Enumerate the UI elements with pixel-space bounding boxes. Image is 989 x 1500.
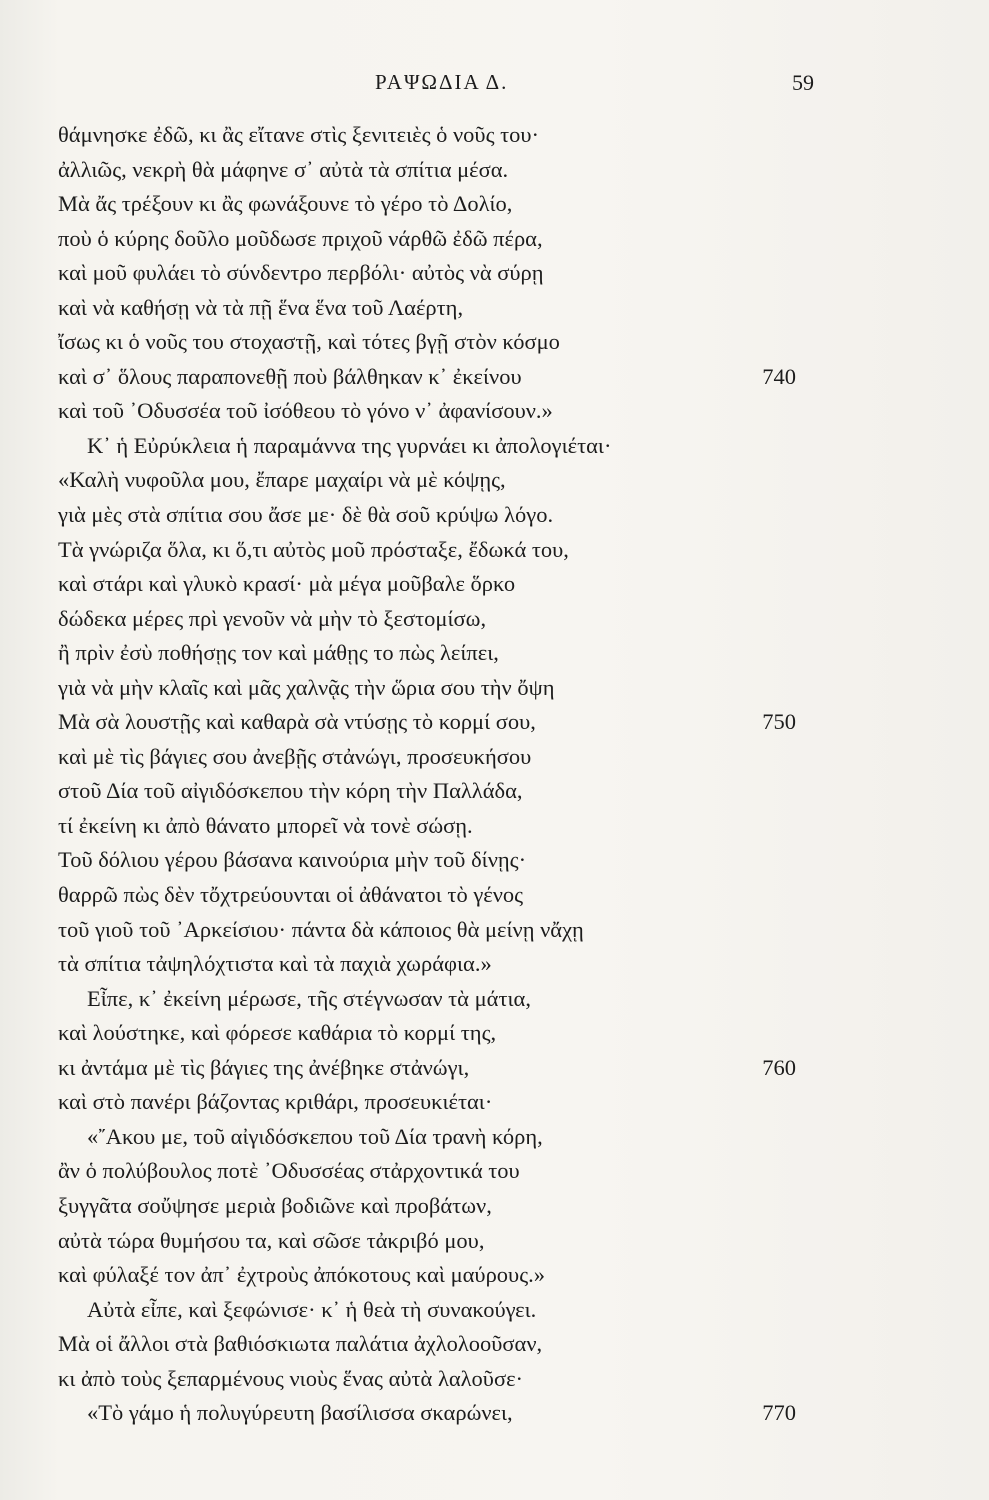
verse-text: Τοῦ δόλιου γέρου βάσανα καινούρια μὴν τοῦ δίνῃς·: [58, 847, 527, 873]
verse-line: [0, 1189, 989, 1224]
verse-line: [0, 705, 989, 740]
verse-text: Κ᾿ ἡ Εὐρύκλεια ἡ παραμάννα της γυρνάει κι ἀπολογιέται·: [87, 432, 612, 458]
verse-line: [0, 671, 989, 706]
verse-text: καὶ σ᾿ ὅλους παραπονεθῇ ποὺ βάλθηκαν κ᾿ ἐκείνου: [58, 363, 522, 389]
verse-line: [0, 291, 989, 326]
verse-text: ξυγγᾶτα σοὔψησε μεριὰ βοδιῶνε καὶ προβάτων,: [58, 1192, 492, 1218]
page-header: [0, 70, 989, 104]
verse-line: [0, 1085, 989, 1120]
verse-line: [0, 498, 989, 533]
page-number: 59: [792, 70, 814, 95]
verse-text: καὶ στὸ πανέρι βάζοντας κριθάρι, προσευκιέται·: [58, 1089, 493, 1115]
verse-text: καὶ στάρι καὶ γλυκὸ κρασί· μὰ μέγα μοῦβαλε ὅρκο: [58, 571, 516, 597]
verse-line: [0, 982, 989, 1017]
verse-line: [0, 636, 989, 671]
verse-line: [0, 429, 989, 464]
verse-line: [0, 360, 989, 395]
verse-text: θάμνησκε ἐδῶ, κι ἂς εἴτανε στὶς ξενιτειὲς ὁ νοῦς του·: [58, 122, 540, 147]
verse-text: ἴσως κι ὁ νοῦς του στοχαστῇ, καὶ τότες βγῇ στὸν κόσμο: [58, 329, 560, 355]
verse-text: τοῦ γιοῦ τοῦ ᾿Αρκείσιου· πάντα δὰ κάποιος θὰ μείνῃ νἄχῃ: [58, 916, 584, 942]
verse-text: γιὰ μὲς στὰ σπίτια σου ἄσε με· δὲ θὰ σοῦ κρύψω λόγο.: [58, 502, 554, 528]
verse-line: [0, 1258, 989, 1293]
verse-line: [0, 843, 989, 878]
verse-line: [0, 809, 989, 844]
verse-text: Αὐτὰ εἶπε, καὶ ξεφώνισε· κ᾿ ἡ θεὰ τὴ συνακούγει.: [87, 1296, 537, 1322]
verse-text: καὶ λούστηκε, καὶ φόρεσε καθάρια τὸ κορμί της,: [58, 1020, 497, 1046]
verse-text: θαρρῶ πὼς δὲν τὄχτρεύουνται οἱ ἀθάνατοι τὸ γένος: [58, 882, 524, 908]
verse-text: ἢ πρὶν ἐσὺ ποθήσῃς τον καὶ μάθῃς το πὼς λείπει,: [58, 640, 499, 666]
verse-text: τί ἐκείνη κι ἀπὸ θάνατο μπορεῖ νὰ τονὲ σώσῃ.: [58, 812, 473, 838]
verse-line: [0, 256, 989, 291]
verse-line: [0, 1120, 989, 1155]
verse-block: [0, 118, 989, 1431]
verse-line: [0, 602, 989, 637]
verse-text: καὶ μὲ τὶς βάγιες σου ἀνεβῇς στἀνώγι, προσευκήσου: [58, 743, 532, 769]
verse-line: [0, 1051, 989, 1086]
verse-text: κι ἀπὸ τοὺς ξεπαρμένους νιοὺς ἕνας αὐτὰ λαλοῦσε·: [58, 1365, 524, 1391]
verse-line: [0, 187, 989, 222]
verse-text: Εἶπε, κ᾿ ἐκείνη μέρωσε, τῆς στέγνωσαν τὰ μάτια,: [87, 985, 531, 1011]
verse-text: Μὰ ἄς τρέξουν κι ἂς φωνάξουνε τὸ γέρο τὸ Δολίο,: [58, 191, 513, 217]
running-head: ΡΑΨΩΔΙΑ Δ.: [375, 70, 509, 94]
verse-text: Μὰ οἱ ἄλλοι στὰ βαθιόσκιωτα παλάτια ἀχλολοοῦσαν,: [58, 1331, 543, 1357]
verse-text: καὶ φύλαξέ τον ἀπ᾿ ἐχτροὺς ἀπόκοτους καὶ μαύρους.»: [58, 1262, 545, 1288]
verse-text: δώδεκα μέρες πρὶ γενοῦν νὰ μὴν τὸ ξεστομίσω,: [58, 605, 487, 631]
line-number: 740: [762, 363, 796, 389]
line-number: 750: [762, 709, 796, 735]
verse-line: [0, 1224, 989, 1259]
verse-line: [0, 774, 989, 809]
verse-text: καὶ μοῦ φυλάει τὸ σύνδεντρο περβόλι· αὐτὸς νὰ σύρῃ: [58, 260, 544, 286]
verse-line: [0, 118, 989, 153]
verse-line: [0, 878, 989, 913]
verse-line: [0, 913, 989, 948]
verse-line: [0, 1293, 989, 1328]
verse-line: [0, 533, 989, 568]
line-number: 760: [762, 1054, 796, 1080]
verse-text: «῎Ακου με, τοῦ αἰγιδόσκεπου τοῦ Δία τρανὴ κόρη,: [87, 1123, 543, 1149]
verse-line: [0, 1016, 989, 1051]
verse-text: καὶ νὰ καθήσῃ νὰ τὰ πῇ ἕνα ἕνα τοῦ Λαέρτη,: [58, 294, 464, 320]
verse-text: «Τὸ γάμο ἡ πολυγύρευτη βασίλισσα σκαρώνει,: [87, 1400, 513, 1426]
verse-line: [0, 1154, 989, 1189]
verse-line: [0, 567, 989, 602]
verse-text: Μὰ σὰ λουστῇς καὶ καθαρὰ σὰ ντύσῃς τὸ κορμί σου,: [58, 709, 536, 735]
verse-text: τὰ σπίτια τἀψηλόχτιστα καὶ τὰ παχιὰ χωράφια.»: [58, 951, 492, 977]
verse-text: Τὰ γνώριζα ὅλα, κι ὅ,τι αὐτὸς μοῦ πρόσταξε, ἔδωκά του,: [58, 536, 569, 562]
verse-line: [0, 222, 989, 257]
verse-line: [0, 1327, 989, 1362]
verse-line: [0, 325, 989, 360]
verse-text: αὐτὰ τώρα θυμήσου τα, καὶ σῶσε τἀκριβό μου,: [58, 1227, 485, 1253]
verse-text: στοῦ Δία τοῦ αἰγιδόσκεπου τὴν κόρη τὴν Παλλάδα,: [58, 778, 523, 804]
verse-line: [0, 740, 989, 775]
verse-text: ποὺ ὁ κύρης δοῦλο μοῦδωσε πριχοῦ νάρθῶ ἐδῶ πέρα,: [58, 225, 543, 251]
verse-line: [0, 463, 989, 498]
verse-line: [0, 153, 989, 188]
verse-line: [0, 947, 989, 982]
verse-text: ἀλλιῶς, νεκρὴ θὰ μάφηνε σ᾿ αὐτὰ τὰ σπίτια μέσα.: [58, 156, 509, 182]
verse-text: καὶ τοῦ ᾿Οδυσσέα τοῦ ἰσόθεου τὸ γόνο ν᾿ ἀφανίσουν.»: [58, 398, 553, 424]
verse-text: ἂν ὁ πολύβουλος ποτὲ ᾿Οδυσσέας στἀρχοντικά του: [58, 1158, 520, 1184]
verse-text: κι ἀντάμα μὲ τὶς βάγιες της ἀνέβηκε στἀνώγι,: [58, 1054, 470, 1080]
verse-line: [0, 1396, 989, 1431]
verse-line: [0, 394, 989, 429]
verse-line: [0, 1362, 989, 1397]
line-number: 770: [762, 1400, 796, 1426]
verse-text: «Καλὴ νυφοῦλα μου, ἔπαρε μαχαίρι νὰ μὲ κόψῃς,: [58, 467, 506, 493]
verse-text: γιὰ νὰ μὴν κλαῖς καὶ μᾶς χαλνᾷς τὴν ὥρια σου τὴν ὄψη: [58, 674, 555, 700]
